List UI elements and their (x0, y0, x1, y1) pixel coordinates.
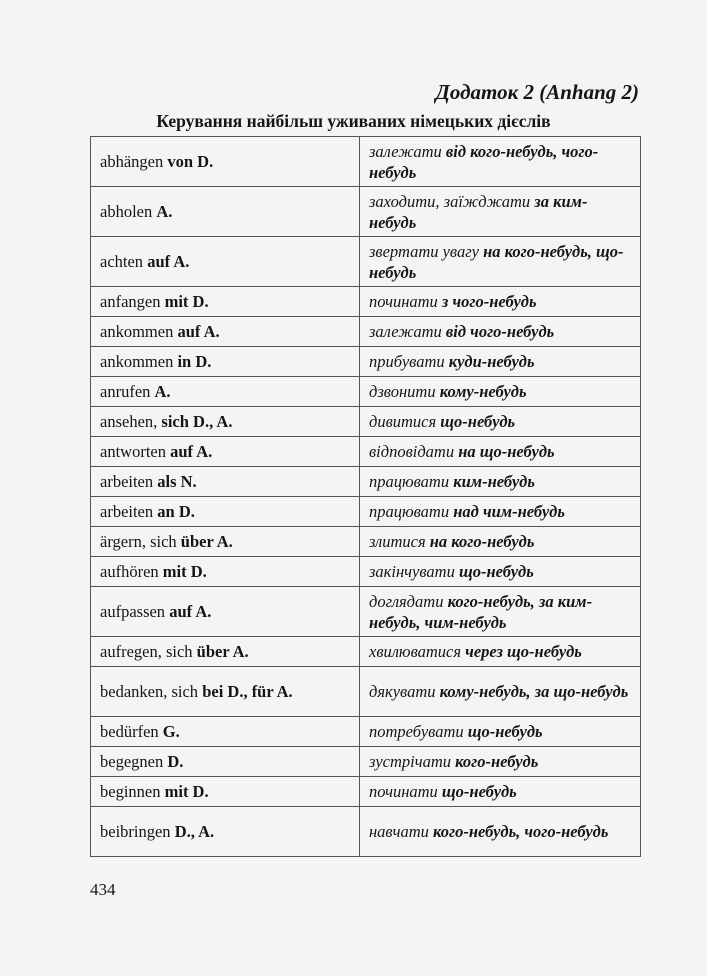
verb-government-table (90, 136, 641, 857)
table-row (91, 497, 641, 527)
german-verb-cell: arbeiten als N. (91, 467, 360, 497)
appendix-title: Додаток 2 (Anhang 2) (435, 80, 639, 104)
table-row (91, 407, 641, 437)
ukrainian-translation-cell: звертати увагу на кого-небудь, що-небудь (360, 237, 641, 287)
table-row (91, 777, 641, 807)
ukrainian-translation-cell: працювати над чим-небудь (360, 497, 641, 527)
ukrainian-translation-cell: дзвонити кому-небудь (360, 377, 641, 407)
ukrainian-translation-cell: працювати ким-небудь (360, 467, 641, 497)
ukrainian-translation-cell: дивитися що-небудь (360, 407, 641, 437)
table-row (91, 467, 641, 497)
german-verb-cell: antworten auf A. (91, 437, 360, 467)
ukrainian-translation-cell: злитися на кого-небудь (360, 527, 641, 557)
german-verb-cell: aufpassen auf A. (91, 587, 360, 637)
german-verb-cell: ankommen in D. (91, 347, 360, 377)
table-row (91, 587, 641, 637)
table-row (91, 137, 641, 187)
ukrainian-translation-cell: прибувати куди-небудь (360, 347, 641, 377)
table-row (91, 317, 641, 347)
table-row (91, 187, 641, 237)
table-row (91, 667, 641, 717)
ukrainian-translation-cell: потребувати що-небудь (360, 717, 641, 747)
german-verb-cell: abhängen von D. (91, 137, 360, 187)
table-row (91, 237, 641, 287)
table-row (91, 437, 641, 467)
german-verb-cell: abholen A. (91, 187, 360, 237)
german-verb-cell: bedanken, sich bei D., für A. (91, 667, 360, 717)
german-verb-cell: beibringen D., A. (91, 807, 360, 857)
german-verb-cell: anfangen mit D. (91, 287, 360, 317)
german-verb-cell: aufregen, sich über A. (91, 637, 360, 667)
table-row (91, 747, 641, 777)
german-verb-cell: arbeiten an D. (91, 497, 360, 527)
german-verb-cell: achten auf A. (91, 237, 360, 287)
ukrainian-translation-cell: залежати від кого-небудь, чого-небудь (360, 137, 641, 187)
ukrainian-translation-cell: відповідати на що-небудь (360, 437, 641, 467)
german-verb-cell: ankommen auf A. (91, 317, 360, 347)
table-title: Керування найбільш уживаних німецьких дієслів (156, 111, 551, 131)
table-row (91, 717, 641, 747)
table-row (91, 347, 641, 377)
table-row (91, 807, 641, 857)
ukrainian-translation-cell: закінчувати що-небудь (360, 557, 641, 587)
table-row (91, 527, 641, 557)
german-verb-cell: beginnen mit D. (91, 777, 360, 807)
page-number: 434 (90, 880, 116, 899)
german-verb-cell: begegnen D. (91, 747, 360, 777)
ukrainian-translation-cell: починати з чого-небудь (360, 287, 641, 317)
ukrainian-translation-cell: дякувати кому-небудь, за що-небудь (360, 667, 641, 717)
table-row (91, 637, 641, 667)
ukrainian-translation-cell: доглядати кого-небудь, за ким-небудь, чим-небудь (360, 587, 641, 637)
german-verb-cell: aufhören mit D. (91, 557, 360, 587)
table-row (91, 557, 641, 587)
ukrainian-translation-cell: навчати кого-небудь, чого-небудь (360, 807, 641, 857)
ukrainian-translation-cell: залежати від чого-небудь (360, 317, 641, 347)
table-row (91, 287, 641, 317)
ukrainian-translation-cell: зустрічати кого-небудь (360, 747, 641, 777)
german-verb-cell: bedürfen G. (91, 717, 360, 747)
german-verb-cell: anrufen A. (91, 377, 360, 407)
table-row (91, 377, 641, 407)
ukrainian-translation-cell: заходити, заїжджати за ким-небудь (360, 187, 641, 237)
ukrainian-translation-cell: починати що-небудь (360, 777, 641, 807)
german-verb-cell: ärgern, sich über A. (91, 527, 360, 557)
german-verb-cell: ansehen, sich D., A. (91, 407, 360, 437)
ukrainian-translation-cell: хвилюватися через що-небудь (360, 637, 641, 667)
